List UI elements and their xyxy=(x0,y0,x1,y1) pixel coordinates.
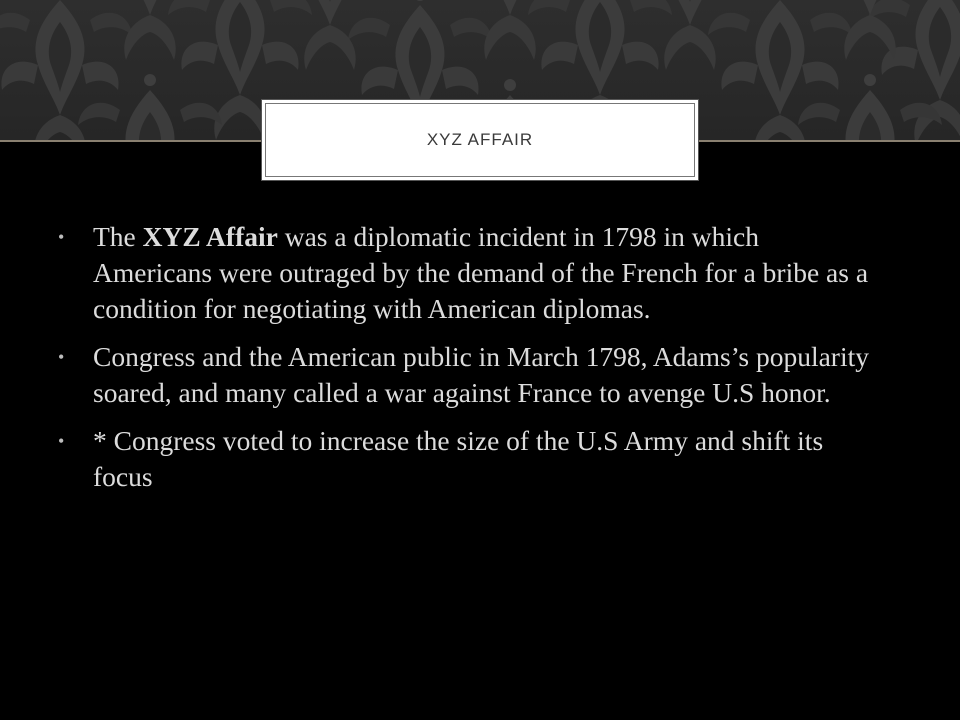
bullet-dot: • xyxy=(58,431,65,451)
bullet-text: * Congress voted to increase the size of the U.S Army and shift its focus xyxy=(93,425,824,492)
bullet-text-pre: The xyxy=(93,221,143,252)
bullet-item xyxy=(58,219,878,327)
bullet-item xyxy=(58,423,878,495)
slide-title: XYZ AFFAIR xyxy=(426,130,534,149)
bullet-text-post: was a diplomatic incident in 1798 in which Americans were outraged by the demand of the French for a bribe as a condition for negotiating with American diplomas. xyxy=(93,221,869,324)
bullet-text-bold: XYZ Affair xyxy=(142,221,278,252)
bullet-text: Congress and the American public in March 1798, Adams’s popularity soared, and many called a war against France to avenge U.S honor. xyxy=(93,341,869,408)
bullet-dot: • xyxy=(58,227,65,247)
title-box xyxy=(261,99,699,181)
bullet-item xyxy=(58,339,878,411)
bullet-list xyxy=(58,219,878,507)
bullet-dot: • xyxy=(58,347,65,367)
